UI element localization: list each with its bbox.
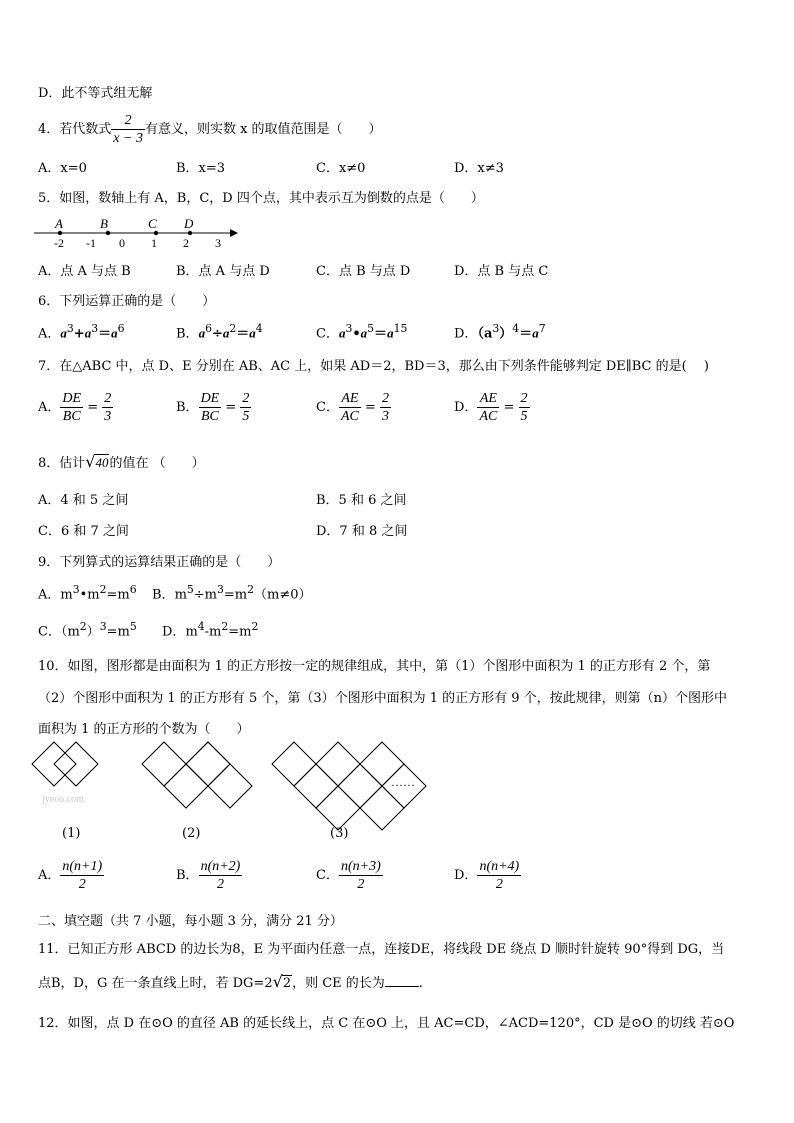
tick-label-1: 1 <box>151 236 157 250</box>
figure-label-3: (3) <box>330 826 349 841</box>
radical-sign: √ <box>272 972 283 991</box>
point-label-d: D <box>184 216 194 231</box>
q8-option-c[interactable]: C．6 和 7 之间 <box>38 524 129 539</box>
q7-option-d[interactable]: D． $\frac{AE}{AC}$ = $\frac{2}{5}$ <box>454 391 528 424</box>
q6-option-a[interactable]: A．$a^3+a^3=a^6$ <box>38 322 125 342</box>
q8-option-d[interactable]: D．7 和 8 之间 <box>316 524 408 539</box>
q6-option-d[interactable]: D．$(a^3)^4=a^7$ <box>454 322 546 342</box>
q8-option-a[interactable]: A．4 和 5 之间 <box>38 493 129 508</box>
point-b <box>106 231 110 235</box>
q4-option-d[interactable]: D．x≠3 <box>454 161 504 176</box>
q9-option-b[interactable]: B．$m^5\div m^3=m^2(m\ne 0)$ <box>152 583 312 603</box>
question-8-stem: 8．估计√40的值在 （ ） <box>38 452 205 471</box>
pattern-figure-3 <box>272 742 426 850</box>
figure-label-1: (1) <box>62 826 81 841</box>
pattern-figure-2 <box>142 742 252 808</box>
figure-label-2: (2) <box>182 826 201 841</box>
q7-option-b[interactable]: B． $\frac{DE}{BC}$ = $\frac{2}{5}$ <box>176 391 250 424</box>
q6-option-c[interactable]: C．$a^3•a^5=a^{15}$ <box>316 322 408 342</box>
point-label-c: C <box>148 216 157 231</box>
q4-suffix: 有意义，则实数 x 的取值范围是（ ） <box>144 122 382 137</box>
question-10-stem-line1: 10．如图，图形都是由面积为 1 的正方形按一定的规律组成，其中，第（1）个图形中面积为 1 的正方形有 2 个，第 <box>38 659 711 674</box>
pattern-ellipsis: …… <box>391 775 415 789</box>
q10-option-d[interactable]: D． $\frac{n(n+4)}{2}$ <box>454 859 520 892</box>
number-line-figure <box>30 212 245 252</box>
question-7-stem: 7．在△ABC 中，点 D、E 分别在 AB、AC 上，如果 AD＝2，BD＝3，那么由下列条件能够判定 DE∥BC 的是( ) <box>38 359 709 374</box>
q4-fraction: $\frac{2}{x - 3}$ <box>113 113 143 146</box>
question-12-line1: 12．如图，点 D 在⊙O 的直径 AB 的延长线上，点 C 在⊙O 上，且 AC=CD，∠ACD=120°，CD 是⊙O 的切线 若⊙O <box>38 1016 735 1031</box>
question-10-stem-line3: 面积为 1 的正方形的个数为（ ） <box>38 722 250 737</box>
number-line-arrow <box>230 229 238 237</box>
point-label-a: A <box>55 216 63 231</box>
q3-option-d: D．此不等式组无解 <box>38 86 153 101</box>
answer-blank[interactable] <box>385 986 419 987</box>
question-11-line2: 点B，D，G 在一条直线上时，若 DG=2√2，则 CE 的长为 . <box>38 972 423 991</box>
point-label-b: B <box>100 216 108 231</box>
q4-option-c[interactable]: C．x≠0 <box>316 161 366 176</box>
q4-option-a[interactable]: A．x=0 <box>38 161 87 176</box>
q5-option-b[interactable]: B．点 A 与点 D <box>176 264 270 279</box>
q5-option-c[interactable]: C．点 B 与点 D <box>316 264 411 279</box>
radical-sign: √ <box>85 452 96 471</box>
q5-option-d[interactable]: D．点 B 与点 C <box>454 264 549 279</box>
q6-option-b[interactable]: B．$a^6\div a^2=a^4$ <box>176 322 263 342</box>
pattern-figure-1 <box>32 742 120 786</box>
question-10-stem-line2: （2）个图形中面积为 1 的正方形有 5 个，第（3）个图形中面积为 1 的正方形有 9 个，按此规律，则第（n）个图形中 <box>38 691 728 706</box>
q8-option-b[interactable]: B．5 和 6 之间 <box>316 493 407 508</box>
q10-option-c[interactable]: C． $\frac{n(n+3)}{2}$ <box>316 859 381 892</box>
watermark-text: jyeoo.com <box>42 794 84 805</box>
question-5-stem: 5．如图，数轴上有 A，B，C，D 四个点，其中表示互为倒数的点是（ ） <box>38 191 484 206</box>
tick-label-2: 2 <box>183 236 189 250</box>
q4-option-b[interactable]: B．x=3 <box>176 161 226 176</box>
tick-label-0: 0 <box>119 236 125 250</box>
point-a <box>58 231 62 235</box>
point-d <box>188 231 192 235</box>
section-2-heading: 二、填空题（共 7 小题，每小题 3 分，满分 21 分） <box>38 914 343 929</box>
question-6-stem: 6．下列运算正确的是（ ） <box>38 294 216 309</box>
q5-option-a[interactable]: A．点 A 与点 B <box>38 264 131 279</box>
tick-label-neg2: -2 <box>54 236 64 250</box>
q9-option-a[interactable]: A．$m^3•m^2=m^6$ <box>38 583 137 603</box>
q9-option-c[interactable]: C．$(m^2)^3=m^5$ <box>38 620 137 640</box>
q10-option-a[interactable]: A． $\frac{n(n+1)}{2}$ <box>38 859 103 892</box>
question-9-stem: 9．下列算式的运算结果正确的是（ ） <box>38 555 281 570</box>
q7-option-c[interactable]: C． $\frac{AE}{AC}$ = $\frac{2}{3}$ <box>316 391 390 424</box>
question-11-line1: 11．已知正方形 ABCD 的边长为8，E 为平面内任意一点，连接DE，将线段 DE 绕点 D 顺时针旋转 90°得到 DG，当 <box>38 942 725 957</box>
tick-label-neg1: -1 <box>86 236 96 250</box>
point-c <box>154 231 158 235</box>
q4-prefix: 4．若代数式 <box>38 122 112 137</box>
square-pattern-figure <box>30 740 430 850</box>
q7-option-a[interactable]: A． $\frac{DE}{BC}$ = $\frac{2}{3}$ <box>38 391 112 424</box>
q10-option-b[interactable]: B． $\frac{n(n+2)}{2}$ <box>176 859 241 892</box>
tick-label-3: 3 <box>215 236 221 250</box>
question-4-stem <box>38 112 382 147</box>
q9-option-d[interactable]: D．$m^4-m^2=m^2$ <box>162 620 259 640</box>
